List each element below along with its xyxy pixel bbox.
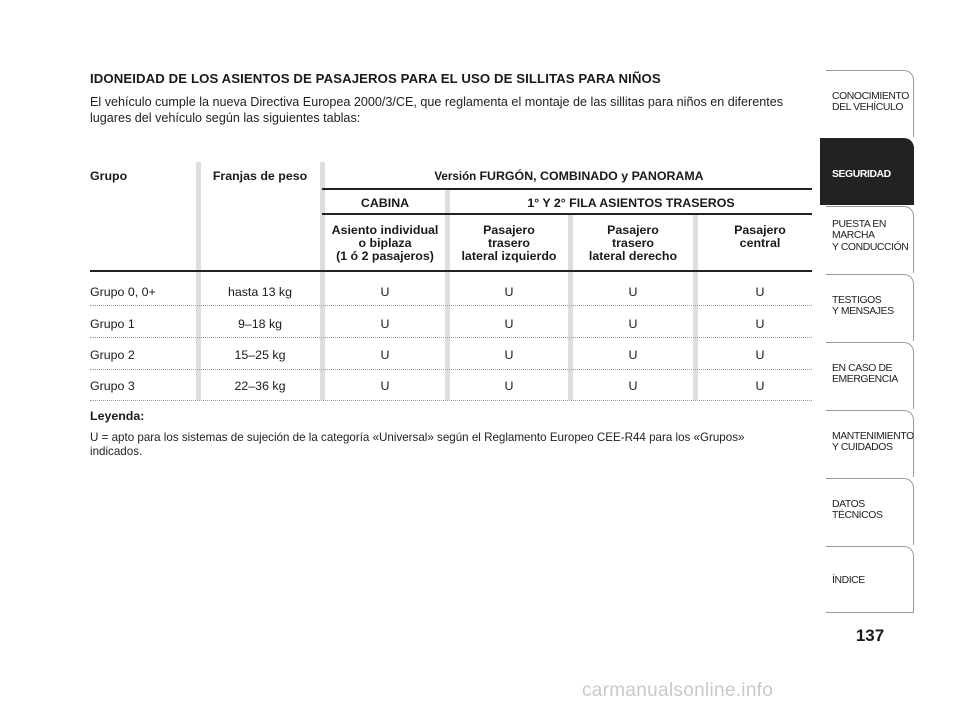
row-value: U <box>628 285 638 299</box>
row-value: U <box>755 348 765 362</box>
tab-label-line: MARCHA <box>832 230 875 242</box>
tab-label-line: EMERGENCIA <box>832 374 898 386</box>
row-value: U <box>380 317 390 331</box>
subheader-line: Asiento individual <box>331 223 439 237</box>
subheader-line: o biplaza <box>358 236 412 250</box>
subheader-line: trasero <box>487 236 530 250</box>
subheader-rear-left <box>450 224 568 263</box>
row-divider <box>90 305 812 306</box>
row-value: U <box>628 317 638 331</box>
legend <box>90 409 790 459</box>
subheader-line: Pasajero <box>734 223 786 237</box>
version-prefix: Versión <box>434 170 480 183</box>
subheader-line: lateral derecho <box>588 249 678 263</box>
col-separator <box>568 214 573 400</box>
row-value: U <box>628 379 638 393</box>
subheader-line: Pasajero <box>607 223 659 237</box>
row-weight: 15–25 kg <box>234 348 286 362</box>
header-weight: Franjas de peso <box>212 169 308 183</box>
row-divider <box>90 400 812 401</box>
row-value: U <box>755 379 765 393</box>
header-rear-rows: 1° Y 2° FILA ASIENTOS TRASEROS <box>527 196 735 210</box>
row-weight: 22–36 kg <box>234 379 286 393</box>
header-rule <box>322 213 812 215</box>
subheader-line: (1 ó 2 pasajeros) <box>336 249 434 263</box>
tab-label-line: TESTIGOS <box>832 295 882 306</box>
tab-conocimiento[interactable] <box>826 70 914 137</box>
row-weight: 9–18 kg <box>237 317 283 331</box>
header-group: Grupo <box>90 169 128 183</box>
header-cabina: CABINA <box>360 196 410 210</box>
tab-seguridad[interactable] <box>826 138 914 205</box>
subheader-line: trasero <box>611 236 654 250</box>
row-value: U <box>755 317 765 331</box>
row-value: U <box>380 379 390 393</box>
row-group: Grupo 0, 0+ <box>90 285 156 299</box>
tab-datos-tecnicos[interactable] <box>826 478 914 545</box>
tab-label-line: CONOCIMIENTO <box>832 91 909 102</box>
tab-label-line: Y CONDUCCIÓN <box>832 241 909 253</box>
intro-paragraph: El vehículo cumple la nueva Directiva Europea 2000/3/CE, que reglamenta el montaje de las sillitas para niños en diferentes lugares del vehículo según las siguientes tablas: <box>90 95 784 125</box>
row-weight: hasta 13 kg <box>227 285 293 299</box>
child-seat-table <box>90 162 812 402</box>
row-value: U <box>628 348 638 362</box>
tab-label-line: DATOS <box>832 499 865 510</box>
watermark: carmanualsonline.info <box>582 680 774 701</box>
subheader-line: central <box>739 236 781 250</box>
main-content <box>90 70 812 126</box>
col-separator <box>320 162 325 400</box>
row-value: U <box>504 317 514 331</box>
tab-puesta-en-marcha[interactable] <box>826 206 914 273</box>
row-value: U <box>504 379 514 393</box>
tab-label-line: PUESTA EN <box>832 219 886 230</box>
row-value: U <box>504 285 514 299</box>
row-group: Grupo 3 <box>90 379 135 393</box>
row-value: U <box>380 285 390 299</box>
header-version <box>326 170 812 183</box>
tab-label-line: MANTENIMIENTO <box>832 431 914 442</box>
version-models: FURGÓN, COMBINADO y PANORAMA <box>479 169 704 183</box>
col-separator <box>693 214 698 400</box>
row-group: Grupo 2 <box>90 348 135 362</box>
row-value: U <box>380 348 390 362</box>
subheader-line: Pasajero <box>483 223 535 237</box>
tab-label-line: SEGURIDAD <box>832 169 891 180</box>
page-number: 137 <box>855 626 885 645</box>
tab-indice[interactable] <box>826 546 914 613</box>
subheader-single-seat <box>324 224 446 263</box>
row-value: U <box>755 285 765 299</box>
row-group: Grupo 1 <box>90 317 135 331</box>
header-rule <box>90 270 812 272</box>
tab-testigos[interactable] <box>826 274 914 341</box>
tab-mantenimiento[interactable] <box>826 410 914 477</box>
legend-text: U = apto para los sistemas de sujeción de la categoría «Universal» según el Reglamento Europeo CEE-R44 para los «Grupos» indicados. <box>90 431 745 458</box>
tab-label-line: EN CASO DE <box>832 363 893 374</box>
row-divider <box>90 337 812 338</box>
subheader-line: lateral izquierdo <box>461 249 557 263</box>
header-rule <box>322 188 812 190</box>
tab-label-line: Y MENSAJES <box>832 306 894 318</box>
subheader-rear-right <box>574 224 692 263</box>
tab-label-line: DEL VEHÍCULO <box>832 102 904 114</box>
row-divider <box>90 369 812 370</box>
legend-title: Leyenda: <box>90 409 145 423</box>
row-value: U <box>504 348 514 362</box>
tab-emergencia[interactable] <box>826 342 914 409</box>
subheader-rear-center <box>702 224 818 250</box>
section-title: IDONEIDAD DE LOS ASIENTOS DE PASAJEROS PARA EL USO DE SILLITAS PARA NIÑOS <box>90 71 661 86</box>
col-separator <box>196 162 201 400</box>
tab-label-line: Y CUIDADOS <box>832 442 893 454</box>
tab-label-line: TÉCNICOS <box>832 510 883 522</box>
tab-label-line: ÍNDICE <box>832 575 865 586</box>
